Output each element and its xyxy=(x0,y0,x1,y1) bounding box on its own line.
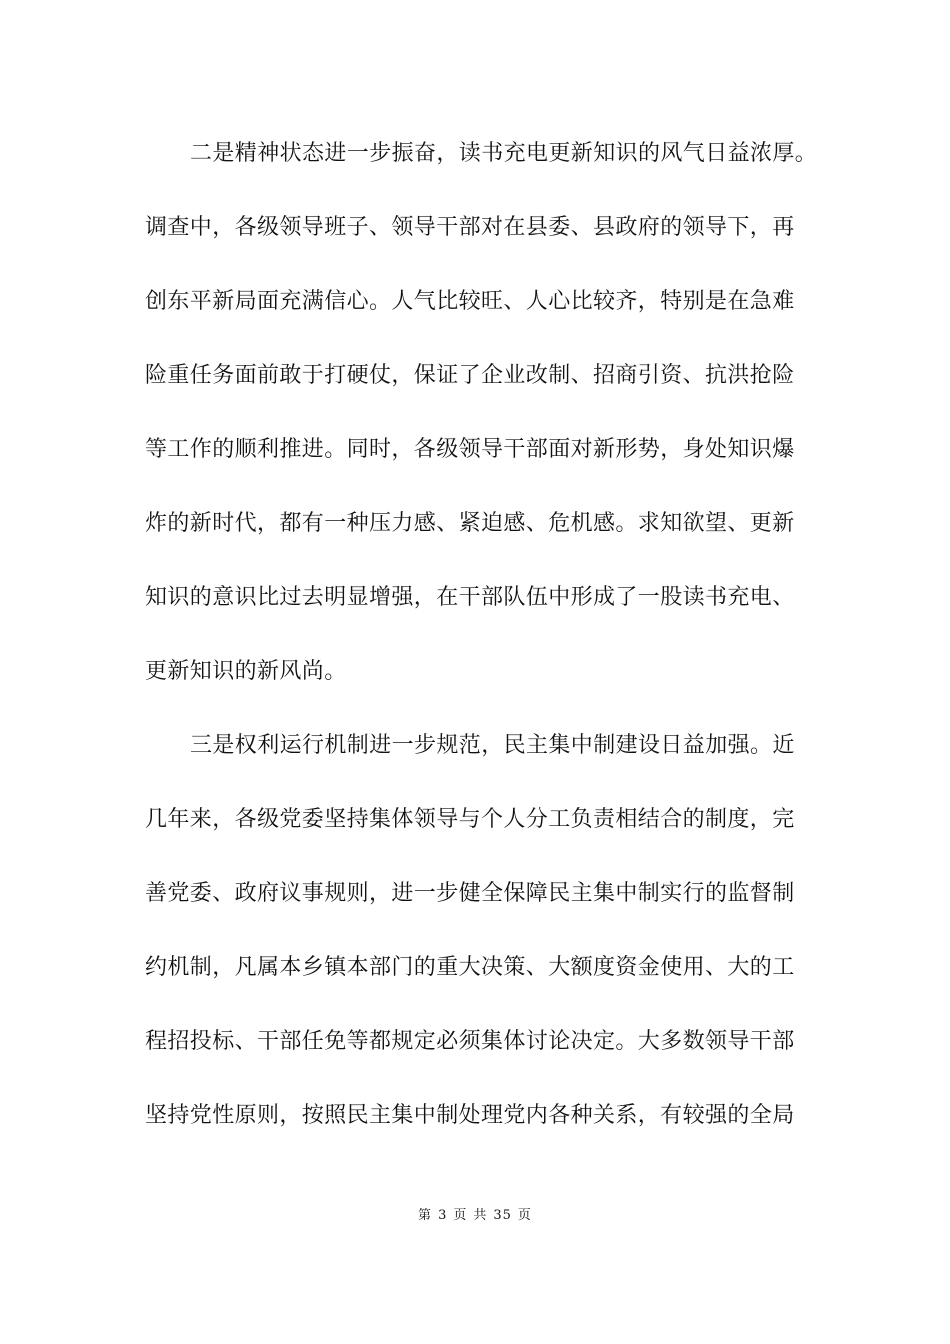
paragraph-2-line-6: 坚持党性原则，按照民主集中制处理党内各种关系，有较强的全局 xyxy=(145,1103,795,1128)
paragraph-1-line-6: 炸的新时代，都有一种压力感、紧迫感、危机感。求知欲望、更新 xyxy=(145,511,795,536)
paragraph-2-line-4: 约机制，凡属本乡镇本部门的重大决策、大额度资金使用、大的工 xyxy=(145,955,795,980)
footer-current-page: 3 xyxy=(438,1208,448,1223)
paragraph-2-line-3: 善党委、政府议事规则，进一步健全保障民主集中制实行的监督制 xyxy=(145,881,795,906)
footer-page-word: 页 xyxy=(453,1208,468,1223)
paragraph-1-line-8: 更新知识的新风尚。 xyxy=(145,659,347,684)
footer-total-pages: 35 xyxy=(493,1208,512,1223)
paragraph-1-line-5: 等工作的顺利推进。同时，各级领导干部面对新形势，身处知识爆 xyxy=(145,437,795,462)
paragraph-1-line-2: 调查中，各级领导班子、领导干部对在县委、县政府的领导下，再 xyxy=(145,215,795,240)
paragraph-1-line-1: 二是精神状态进一步振奋，读书充电更新知识的风气日益浓厚。 xyxy=(190,141,818,166)
paragraph-1-line-3: 创东平新局面充满信心。人气比较旺、人心比较齐，特别是在急难 xyxy=(145,289,795,314)
footer-suffix: 页 xyxy=(517,1208,532,1223)
paragraph-2-line-5: 程招投标、干部任免等都规定必须集体讨论决定。大多数领导干部 xyxy=(145,1029,795,1054)
paragraph-2-line-2: 几年来，各级党委坚持集体领导与个人分工负责相结合的制度，完 xyxy=(145,807,795,832)
paragraph-2-line-1: 三是权利运行机制进一步规范，民主集中制建设日益加强。近 xyxy=(190,733,795,758)
page-footer xyxy=(0,1204,950,1223)
footer-prefix: 第 xyxy=(418,1208,433,1223)
paragraph-1-line-7: 知识的意识比过去明显增强，在干部队伍中形成了一股读书充电、 xyxy=(145,585,795,610)
paragraph-1-line-4: 险重任务面前敢于打硬仗，保证了企业改制、招商引资、抗洪抢险 xyxy=(145,363,795,388)
footer-total-word: 共 xyxy=(473,1208,488,1223)
